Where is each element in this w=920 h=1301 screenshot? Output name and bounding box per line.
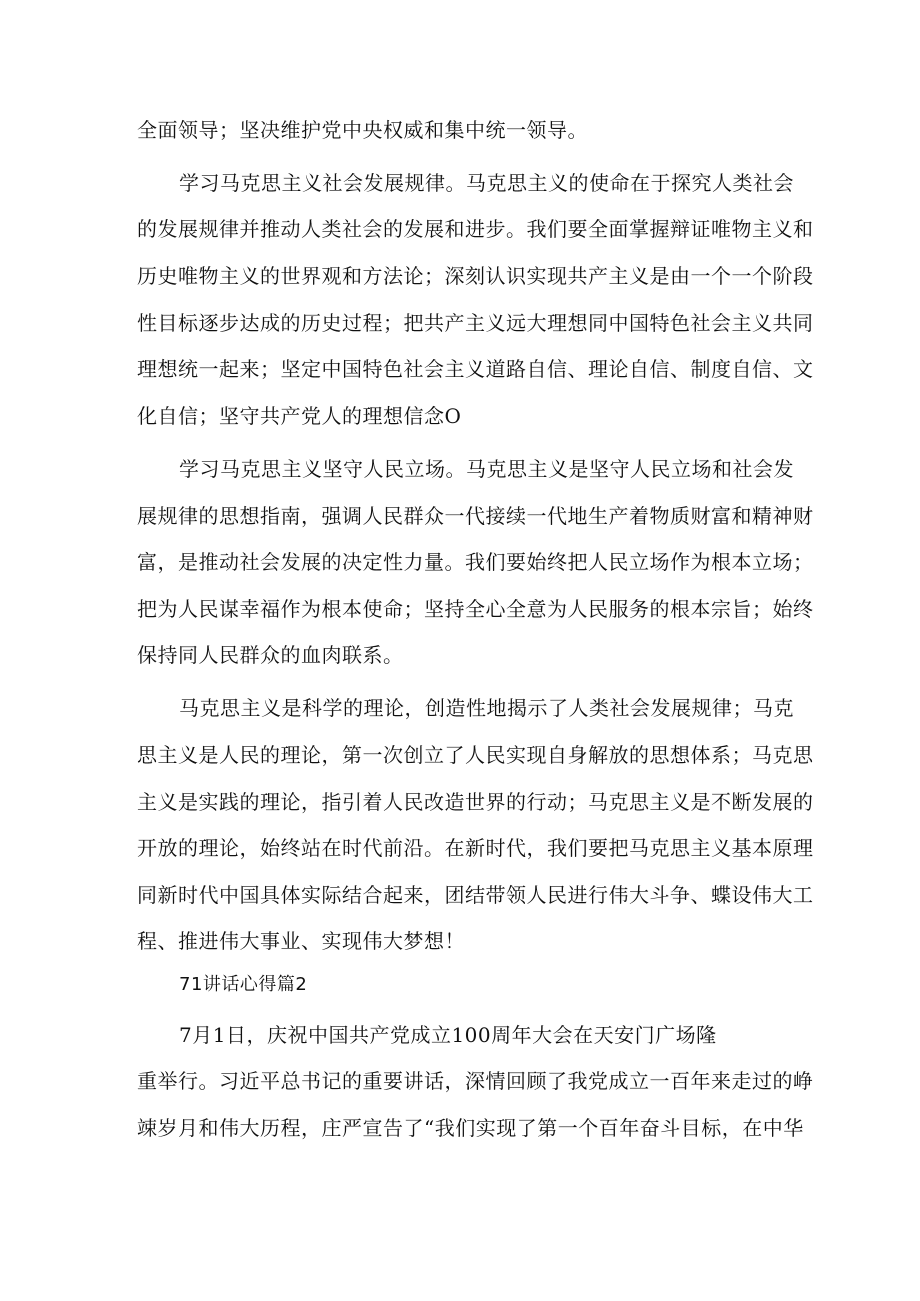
text-line: 性目标逐步达成的历史过程；把共产主义远大理想同中国特色社会主义共同 (137, 311, 814, 335)
text-line: 富，是推动社会发展的决定性力量。我们要始终把人民立场作为根本立场； (137, 550, 814, 574)
text-line: 重举行。习近平总书记的重要讲话，深情回顾了我党成立一百年来走过的峥 (137, 1069, 814, 1093)
text-line: 开放的理论，始终站在时代前沿。在新时代，我们要把马克思主义基本原理 (137, 836, 814, 860)
text-line: 主义是实践的理论，指引着人民改造世界的行动；马克思主义是不断发展的 (137, 790, 814, 814)
text-line: 程、推进伟大事业、实现伟大梦想！ (137, 929, 465, 953)
text-line: 理想统一起来；坚定中国特色社会主义道路自信、理论自信、制度自信、文 (137, 357, 814, 381)
paragraph-first-line: 学习马克思主义社会发展规律。马克思主义的使命在于探究人类社会 (179, 171, 794, 195)
text-line: 保持同人民群众的血肉联系。 (137, 643, 404, 667)
text-line: 历史唯物主义的世界观和方法论；深刻认识实现共产主义是由一个一个阶段 (137, 264, 814, 288)
text-line: 全面领导；坚决维护党中央权威和集中统一领导。 (137, 118, 588, 142)
text-line: 展规律的思想指南，强调人民群众一代接续一代地生产着物质财富和精神财 (137, 504, 814, 528)
text-line: 的发展规律并推动人类社会的发展和进步。我们要全面掌握辩证唯物主义和 (137, 217, 814, 241)
text-line: 把为人民谋幸福作为根本使命；坚持全心全意为人民服务的根本宗旨；始终 (137, 597, 814, 621)
text-line: 思主义是人民的理论，第一次创立了人民实现自身解放的思想体系；马克思 (137, 743, 814, 767)
paragraph-first-line: 学习马克思主义坚守人民立场。马克思主义是坚守人民立场和社会发 (179, 457, 794, 481)
paragraph-first-line: 马克思主义是科学的理论，创造性地揭示了人类社会发展规律；马克 (179, 696, 794, 720)
section-heading: 71讲话心得篇2 (179, 974, 308, 995)
text-line: 竦岁月和伟大历程，庄严宣告了“我们实现了第一个百年奋斗目标，在中华 (137, 1116, 804, 1140)
paragraph-first-line: 7月1日，庆祝中国共产党成立100周年大会在天安门广场隆 (179, 1023, 717, 1047)
text-line: 同新时代中国具体实际结合起来，团结带领人民进行伟大斗争、蝶设伟大工 (137, 883, 814, 907)
text-line: 化自信；坚守共产党人的理想信念O (137, 404, 462, 428)
